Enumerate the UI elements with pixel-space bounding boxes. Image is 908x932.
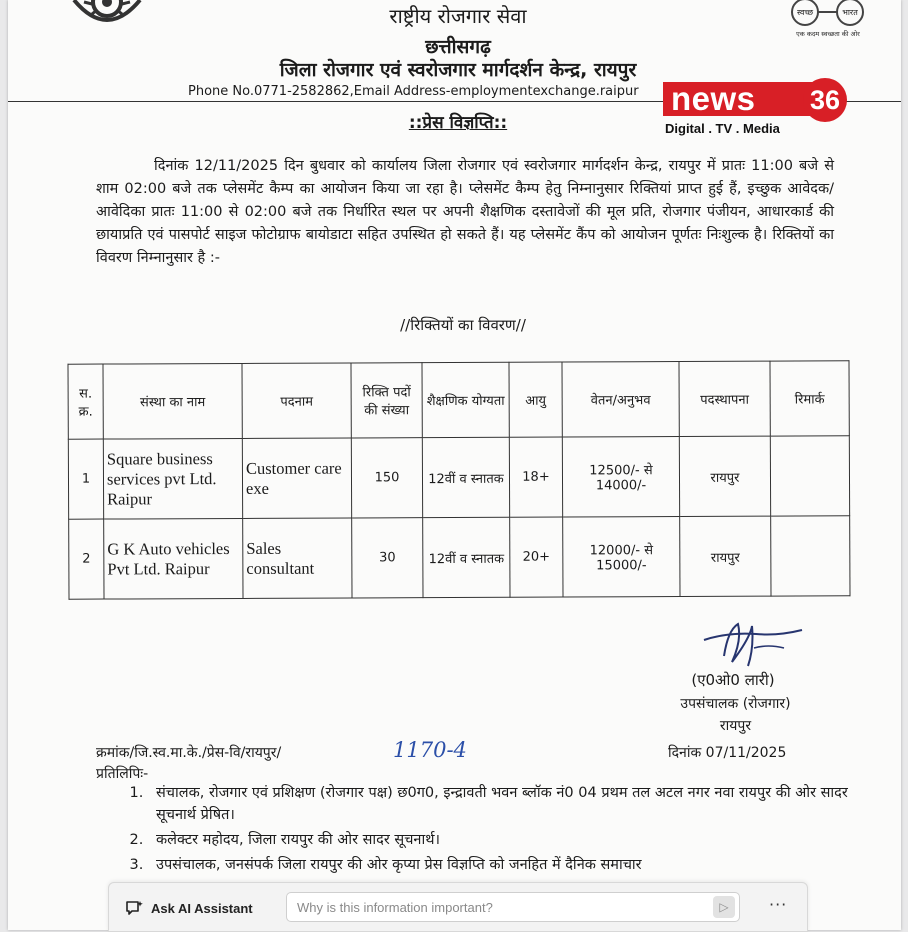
issue-date: दिनांक 07/11/2025: [668, 745, 787, 761]
cell-serial: 2: [69, 519, 104, 599]
cell-vacancies: 30: [352, 518, 423, 598]
table-row: [68, 436, 849, 519]
reference-handwritten-number: 1170-4: [393, 738, 467, 762]
ai-question-input[interactable]: [286, 892, 740, 922]
signatory-city: रायपुर: [719, 718, 752, 734]
col-header-serial: स. क्र.: [68, 364, 103, 439]
more-options-button[interactable]: ···: [769, 895, 788, 914]
col-header-salary: वेतन/अनुभव: [562, 362, 679, 438]
signatory-name: (ए0ओ0 लारी): [691, 671, 775, 689]
signatory-designation: उपसंचालक (रोजगार): [680, 696, 791, 712]
list-item: 2. कलेक्टर महोदय, जिला रायपुर की ओर सादर सूचनार्थ।: [148, 829, 848, 851]
cell-post: Customer care exe: [242, 438, 351, 518]
cell-age: 20+: [510, 517, 563, 597]
list-item: 1. संचालक, रोजगार एवं प्रशिक्षण (रोजगार पक्ष) छ0ग0, इन्द्रावती भवन ब्लॉक नं0 04 प्रथम तल अटल नगर नवा रायपुर की ओर सादर सूचनार्थ प्रेषित।: [148, 782, 848, 826]
cell-vacancies: 150: [351, 438, 422, 518]
svg-text:भारत: भारत: [842, 8, 858, 17]
copy-to-label: प्रतिलिपिः-: [96, 766, 149, 782]
news36-watermark-logo: [663, 78, 848, 138]
list-item: 3. उपसंचालक, जनसंपर्क जिला रायपुर की ओर कृप्या प्रेस विज्ञप्ति को जनहित में दैनिक समाचार: [148, 854, 848, 876]
logo-brand-text: news: [671, 80, 756, 117]
col-header-vacancies: रिक्ति पदों की संख्या: [351, 363, 422, 438]
table-row: [69, 516, 850, 599]
col-header-age: आयु: [509, 362, 562, 437]
notice-paragraph: दिनांक 12/11/2025 दिन बुधवार को कार्यालय जिला रोजगार एवं स्वरोजगार मार्गदर्शन केन्द्र, रायपुर में प्रातः 11:00 बजे से शाम 02:00 बजे तक प्लेसमेंट कैम्प का आयोजन किया जा रहा है। प्लेसमेंट कैम्प हेतु निम्नानुसार रिक्तियां प्राप्त हुई हैं, इच्छुक आवेदक/आवेदिका प्रातः 11:00 से 02:00 बजे तक निर्धारित स्थल पर अपनी शैक्षणिक दस्तावेजों की मूल प्रति, रोजगार पंजीयन, आधारकार्ड की छायाप्रति एवं पासपोर्ट साइज फोटोग्राफ बायोडाटा सहित उपस्थित हो सकते हैं। यह प्लेसमेंट कैंप को आयोजन पूर्णतः निःशुल्क है। रिक्तियों का विवरण निम्नानुसार है :-: [96, 158, 834, 266]
ask-ai-assistant-label[interactable]: Ask AI Assistant: [151, 901, 253, 916]
cell-organization: G K Auto vehicles Pvt Ltd. Raipur: [104, 518, 243, 599]
col-header-remark: रिमार्क: [770, 361, 849, 436]
document-page: [8, 0, 901, 930]
emblem-logo: [70, 0, 144, 26]
chat-sparkle-icon[interactable]: [126, 900, 144, 916]
header-office-name: जिला रोजगार एवं स्वरोजगार मार्गदर्शन केन्द्र, रायपुर: [279, 59, 637, 81]
vacancy-details-title: //रिक्तियों का विवरण//: [400, 316, 526, 334]
cell-posting: रायपुर: [680, 516, 771, 596]
signature-image: [698, 618, 808, 670]
ai-assistant-bar: [108, 882, 808, 932]
swachh-bharat-logo: [778, 0, 878, 42]
cell-salary: 12500/- से 14000/-: [562, 437, 679, 518]
logo-number-circle: 36: [803, 78, 847, 122]
col-header-posting: पदस्थापना: [679, 361, 770, 436]
contact-line: Phone No.0771-2582862,Email Address-employmentexchange.raipur: [188, 84, 639, 99]
cell-remark: [771, 516, 850, 596]
svg-text:स्वच्छ: स्वच्छ: [796, 8, 814, 17]
cell-post: Sales consultant: [243, 518, 352, 598]
copy-to-list: [118, 782, 848, 879]
col-header-qualification: शैक्षणिक योग्यता: [422, 362, 509, 437]
col-header-organization: संस्था का नाम: [103, 363, 242, 439]
cell-posting: रायपुर: [679, 436, 770, 516]
cell-organization: Square business services pvt Ltd. Raipur: [103, 438, 242, 519]
logo-subtitle: Digital . TV . Media: [665, 121, 780, 136]
vacancy-table: [67, 360, 850, 599]
cell-qualification: 12वीं व स्नातक: [423, 517, 510, 597]
cell-serial: 1: [68, 439, 103, 519]
reference-number: क्रमांक/जि.स्व.मा.के./प्रेस-वि/रायपुर/: [96, 745, 282, 761]
cell-age: 18+: [509, 437, 562, 517]
col-header-post: पदनाम: [242, 363, 351, 438]
table-header-row: [68, 361, 849, 439]
header-line-2: छत्तीसगढ़: [425, 36, 491, 58]
cell-qualification: 12वीं व स्नातक: [422, 437, 509, 517]
svg-text:एक कदम स्वच्छता की ओर: एक कदम स्वच्छता की ओर: [796, 30, 860, 38]
header-line-1: राष्ट्रीय रोजगार सेवा: [389, 4, 527, 28]
cell-salary: 12000/- से 15000/-: [563, 517, 680, 598]
cell-remark: [770, 436, 849, 516]
send-icon[interactable]: ▷: [713, 896, 735, 918]
press-release-title: ::प्रेस विज्ञप्ति::: [408, 113, 508, 133]
